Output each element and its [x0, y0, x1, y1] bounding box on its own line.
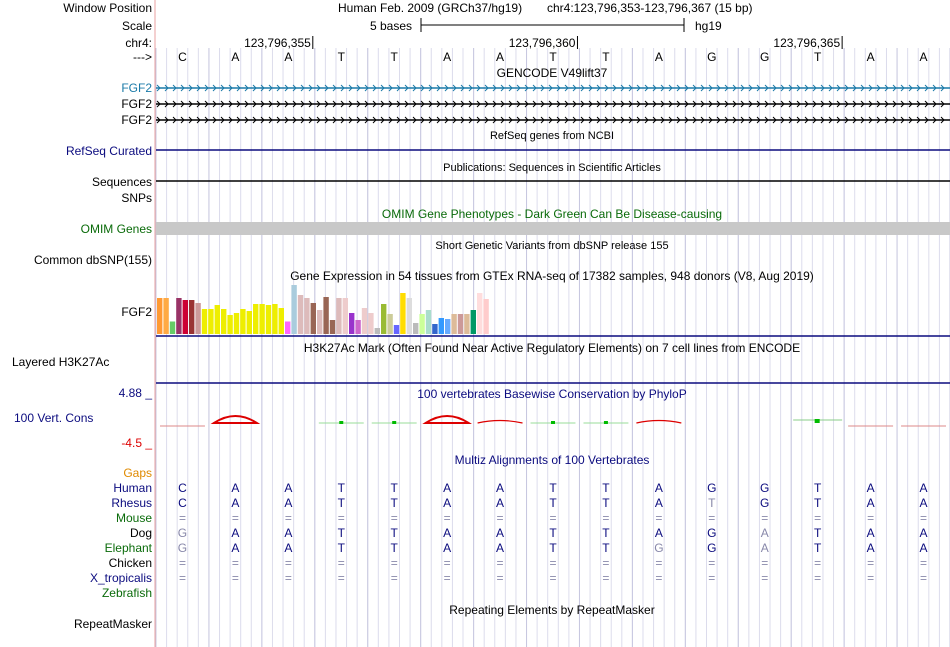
- gencode-track[interactable]: [121, 81, 950, 127]
- coordinate-tick-label: 123,796,365: [773, 36, 841, 50]
- omim-track-label[interactable]: OMIM Genes: [80, 222, 152, 236]
- alignment-base: =: [867, 556, 875, 570]
- alignment-base: G: [707, 541, 717, 555]
- alignment-base: T: [602, 496, 610, 510]
- repeatmasker-track-label[interactable]: RepeatMasker: [73, 617, 152, 631]
- gtex-tissue-bar[interactable]: [407, 298, 412, 334]
- alignment-base: A: [919, 496, 928, 510]
- alignment-base: A: [866, 541, 875, 555]
- alignment-base: G: [177, 541, 188, 555]
- gtex-tissue-bar[interactable]: [317, 310, 322, 334]
- alignment-base: T: [813, 481, 822, 495]
- alignment-base: =: [920, 556, 928, 570]
- dbsnp-track-label[interactable]: Common dbSNP(155): [33, 253, 152, 267]
- gencode-gene-label[interactable]: FGF2: [121, 81, 152, 95]
- gtex-tissue-bar[interactable]: [240, 309, 245, 334]
- position-readout[interactable]: chr4:123,796,353-123,796,367 (15 bp): [547, 1, 753, 15]
- gtex-tissue-bar[interactable]: [259, 304, 264, 334]
- alignment-base: T: [549, 541, 557, 555]
- alignment-base: T: [390, 541, 398, 555]
- base-letter: A: [919, 50, 928, 64]
- assembly-label: Human Feb. 2009 (GRCh37/hg19): [338, 1, 523, 15]
- gtex-tissue-bar[interactable]: [285, 322, 290, 335]
- gtex-tissue-bar[interactable]: [272, 304, 277, 334]
- chrom-label: chr4:: [125, 36, 152, 50]
- gtex-tissue-bar[interactable]: [394, 325, 399, 334]
- alignment-base: T: [337, 541, 345, 555]
- alignment-base: G: [177, 526, 188, 540]
- alignment-base: =: [814, 511, 822, 525]
- alignment-base: =: [496, 511, 504, 525]
- phylop-score-mark: [426, 416, 469, 423]
- gtex-tissue-bar[interactable]: [477, 293, 482, 334]
- base-letter: G: [707, 50, 717, 64]
- alignment-base: A: [284, 526, 293, 540]
- alignment-base: =: [284, 571, 292, 585]
- gtex-tissue-bar[interactable]: [234, 313, 239, 334]
- alignment-base: A: [443, 496, 452, 510]
- gtex-tissue-bar[interactable]: [304, 298, 309, 334]
- base-letter: A: [496, 50, 505, 64]
- gtex-tissue-bar[interactable]: [375, 328, 380, 334]
- alignment-base: T: [390, 481, 398, 495]
- gtex-tissue-bar[interactable]: [483, 299, 488, 334]
- multiz-track-title: Multiz Alignments of 100 Vertebrates: [454, 453, 650, 467]
- base-letter: C: [178, 50, 187, 64]
- gtex-tissue-bar[interactable]: [451, 314, 456, 334]
- alignment-base: G: [707, 526, 717, 540]
- alignment-base: A: [443, 481, 452, 495]
- gtex-tissue-bar[interactable]: [362, 308, 367, 334]
- alignment-base: =: [390, 556, 398, 570]
- phylop-track-title: 100 vertebrates Basewise Conservation by PhyloP: [417, 387, 687, 401]
- omim-track-title: OMIM Gene Phenotypes - Dark Green Can Be Disease-causing: [381, 207, 723, 221]
- gtex-track-label[interactable]: FGF2: [121, 305, 152, 319]
- alignment-base: A: [760, 541, 769, 555]
- gtex-tissue-bar[interactable]: [298, 295, 303, 334]
- scale-bar: [421, 18, 684, 32]
- alignment-base: =: [602, 556, 610, 570]
- alignment-base: =: [920, 511, 928, 525]
- gtex-tissue-bar[interactable]: [330, 320, 335, 334]
- coordinate-tick-label: 123,796,360: [508, 36, 576, 50]
- gtex-tissue-bar[interactable]: [445, 319, 450, 334]
- base-letter: T: [602, 50, 610, 64]
- alignment-base: =: [496, 556, 504, 570]
- alignment-base: T: [813, 496, 822, 510]
- gtex-tissue-bar[interactable]: [381, 304, 386, 334]
- alignment-base: =: [655, 511, 663, 525]
- alignment-base: =: [496, 571, 504, 585]
- alignment-base: T: [602, 481, 610, 495]
- alignment-base: A: [654, 481, 663, 495]
- gtex-tissue-bar[interactable]: [419, 314, 424, 334]
- alignment-base: =: [708, 511, 716, 525]
- strand-label: --->: [133, 50, 152, 64]
- gencode-gene-label[interactable]: FGF2: [121, 113, 152, 127]
- alignment-base: =: [443, 511, 451, 525]
- alignment-base: =: [655, 571, 663, 585]
- alignment-base: =: [920, 571, 928, 585]
- alignment-base: =: [867, 511, 875, 525]
- alignment-base: T: [549, 481, 557, 495]
- alignment-base: T: [602, 541, 610, 555]
- base-letter: A: [284, 50, 293, 64]
- alignment-base: =: [708, 556, 716, 570]
- gtex-tissue-bar[interactable]: [336, 298, 341, 334]
- gtex-tissue-bar[interactable]: [471, 310, 476, 334]
- gtex-tissue-bar[interactable]: [170, 322, 175, 335]
- alignment-base: T: [390, 496, 398, 510]
- base-letter: A: [231, 50, 240, 64]
- alignment-base: A: [919, 541, 928, 555]
- species-label[interactable]: Chicken: [108, 556, 152, 570]
- species-label[interactable]: Dog: [129, 526, 152, 540]
- refseq-track-title: RefSeq genes from NCBI: [489, 130, 615, 142]
- gtex-tissue-bar[interactable]: [157, 298, 162, 334]
- alignment-base: T: [549, 496, 557, 510]
- alignment-base: G: [760, 481, 770, 495]
- alignment-base: A: [919, 481, 928, 495]
- alignment-base: A: [496, 481, 505, 495]
- base-letter: A: [443, 50, 452, 64]
- alignment-base: =: [708, 571, 716, 585]
- species-label[interactable]: X_tropicalis: [89, 571, 152, 585]
- phylop-track-label[interactable]: 100 Vert. Cons: [14, 411, 94, 425]
- gencode-gene-label[interactable]: FGF2: [121, 97, 152, 111]
- alignment-base: T: [337, 481, 345, 495]
- alignment-base: =: [390, 571, 398, 585]
- alignment-base: =: [284, 556, 292, 570]
- repeatmasker-track-title: Repeating Elements by RepeatMasker: [449, 603, 655, 617]
- coordinate-ruler: [244, 36, 842, 50]
- alignment-base: =: [814, 571, 822, 585]
- omim-feature-bar[interactable]: [156, 222, 950, 235]
- alignment-base: A: [760, 526, 769, 540]
- species-label[interactable]: Human: [113, 481, 152, 495]
- phylop-score-mark: [339, 421, 343, 424]
- gtex-tissue-bar[interactable]: [221, 309, 226, 334]
- species-label[interactable]: Zebrafish: [101, 586, 152, 600]
- gtex-tissue-bar[interactable]: [279, 308, 284, 334]
- base-letter: T: [813, 50, 822, 64]
- gtex-tissue-bar[interactable]: [291, 285, 296, 334]
- gtex-bar-chart[interactable]: [157, 285, 489, 334]
- sequences-track-label[interactable]: Sequences: [91, 175, 152, 189]
- h3k27ac-track-label[interactable]: Layered H3K27Ac: [12, 355, 110, 369]
- phylop-ymin: -4.5 _: [121, 436, 152, 450]
- gtex-tissue-bar[interactable]: [189, 300, 194, 334]
- gtex-tissue-bar[interactable]: [355, 320, 360, 334]
- scale-text: 5 bases: [370, 19, 413, 33]
- gtex-tissue-bar[interactable]: [247, 311, 252, 334]
- phylop-score-mark: [214, 416, 257, 423]
- alignment-base: =: [337, 556, 345, 570]
- scale-db: hg19: [695, 19, 722, 33]
- gtex-tissue-bar[interactable]: [266, 305, 271, 334]
- alignment-base: T: [708, 496, 716, 510]
- gtex-tissue-bar[interactable]: [368, 313, 373, 334]
- species-label[interactable]: Mouse: [115, 511, 152, 525]
- gtex-tissue-bar[interactable]: [343, 298, 348, 334]
- phylop-score-mark: [551, 421, 555, 424]
- scale-label: Scale: [121, 19, 152, 33]
- base-sequence: [178, 50, 927, 64]
- gtex-tissue-bar[interactable]: [426, 310, 431, 334]
- alignment-base: A: [284, 496, 293, 510]
- base-letter: T: [390, 50, 398, 64]
- alignment-base: T: [549, 526, 557, 540]
- gtex-tissue-bar[interactable]: [323, 297, 328, 334]
- alignment-base: =: [443, 571, 451, 585]
- species-label[interactable]: Rhesus: [111, 496, 152, 510]
- gtex-tissue-bar[interactable]: [349, 313, 354, 334]
- gtex-tissue-bar[interactable]: [464, 314, 469, 334]
- gtex-tissue-bar[interactable]: [432, 324, 437, 334]
- gtex-tissue-bar[interactable]: [387, 314, 392, 334]
- alignment-base: G: [654, 541, 664, 555]
- alignment-base: A: [231, 481, 240, 495]
- alignment-base: A: [231, 526, 240, 540]
- phylop-score-mark: [815, 419, 820, 423]
- alignment-base: =: [761, 571, 769, 585]
- alignment-base: =: [549, 511, 557, 525]
- gtex-tissue-bar[interactable]: [176, 298, 181, 334]
- gtex-track-title: Gene Expression in 54 tissues from GTEx RNA-seq of 17382 samples, 948 donors (V8, Aug 2019): [290, 269, 814, 283]
- base-letter: G: [760, 50, 770, 64]
- base-letter: A: [866, 50, 875, 64]
- phylop-ymax: 4.88 _: [118, 386, 152, 400]
- refseq-track-label[interactable]: RefSeq Curated: [65, 144, 152, 158]
- gaps-label: Gaps: [123, 466, 152, 480]
- gtex-tissue-bar[interactable]: [400, 293, 405, 334]
- alignment-base: A: [866, 496, 875, 510]
- alignment-base: A: [231, 541, 240, 555]
- gencode-track-title: GENCODE V49lift37: [496, 66, 608, 80]
- alignment-base: =: [761, 556, 769, 570]
- alignment-base: =: [655, 556, 663, 570]
- alignment-base: =: [231, 511, 239, 525]
- base-letter: T: [337, 50, 345, 64]
- alignment-base: A: [866, 481, 875, 495]
- alignment-base: A: [866, 526, 875, 540]
- gtex-tissue-bar[interactable]: [413, 323, 418, 334]
- gtex-tissue-bar[interactable]: [202, 309, 207, 334]
- gtex-tissue-bar[interactable]: [311, 303, 316, 334]
- alignment-base: A: [919, 526, 928, 540]
- alignment-base: G: [760, 496, 770, 510]
- window-position-label: Window Position: [63, 1, 152, 15]
- alignment-base: =: [867, 571, 875, 585]
- alignment-base: A: [231, 496, 240, 510]
- alignment-base: A: [654, 526, 663, 540]
- alignment-base: =: [337, 571, 345, 585]
- alignment-base: =: [814, 556, 822, 570]
- alignment-base: =: [178, 511, 186, 525]
- alignment-base: =: [178, 571, 186, 585]
- phylop-score-mark: [604, 421, 608, 424]
- gtex-tissue-bar[interactable]: [253, 304, 258, 334]
- alignment-base: C: [178, 481, 187, 495]
- alignment-base: =: [390, 511, 398, 525]
- h3k27ac-track-title: H3K27Ac Mark (Often Found Near Active Regulatory Elements) on 7 cell lines from ENCODE: [303, 341, 801, 355]
- gtex-tissue-bar[interactable]: [208, 309, 213, 334]
- gtex-tissue-bar[interactable]: [215, 305, 220, 334]
- alignment-base: A: [496, 526, 505, 540]
- alignment-base: T: [337, 496, 345, 510]
- coordinate-tick-label: 123,796,355: [244, 36, 311, 50]
- alignment-base: =: [549, 556, 557, 570]
- gtex-tissue-bar[interactable]: [183, 300, 188, 334]
- alignment-base: =: [178, 556, 186, 570]
- alignment-base: T: [337, 526, 345, 540]
- alignment-base: T: [813, 526, 822, 540]
- gtex-tissue-bar[interactable]: [439, 318, 444, 334]
- alignment-base: A: [496, 541, 505, 555]
- alignment-base: A: [654, 496, 663, 510]
- dbsnp-track-title: Short Genetic Variants from dbSNP release 155: [435, 240, 669, 252]
- publications-track-title: Publications: Sequences in Scientific Articles: [443, 162, 661, 174]
- alignment-base: =: [231, 556, 239, 570]
- alignment-base: T: [602, 526, 610, 540]
- gtex-tissue-bar[interactable]: [195, 303, 200, 334]
- gtex-tissue-bar[interactable]: [163, 298, 168, 334]
- alignment-base: C: [178, 496, 187, 510]
- alignment-base: =: [337, 511, 345, 525]
- alignment-base: =: [231, 571, 239, 585]
- alignment-base: T: [813, 541, 822, 555]
- species-label[interactable]: Elephant: [104, 541, 152, 555]
- alignment-base: =: [761, 511, 769, 525]
- alignment-base: =: [443, 556, 451, 570]
- base-letter: T: [549, 50, 557, 64]
- alignment-base: A: [443, 526, 452, 540]
- alignment-base: A: [496, 496, 505, 510]
- alignment-base: =: [602, 511, 610, 525]
- phylop-score-mark: [392, 421, 396, 424]
- base-letter: A: [654, 50, 663, 64]
- alignment-base: =: [284, 511, 292, 525]
- alignment-base: G: [707, 481, 717, 495]
- gtex-tissue-bar[interactable]: [227, 315, 232, 334]
- phylop-wiggle[interactable]: [160, 416, 946, 426]
- gtex-tissue-bar[interactable]: [458, 314, 463, 334]
- alignment-base: T: [390, 526, 398, 540]
- alignment-base: =: [549, 571, 557, 585]
- snps-track-label[interactable]: SNPs: [121, 191, 152, 205]
- alignment-base: =: [602, 571, 610, 585]
- alignment-base: A: [284, 481, 293, 495]
- alignment-base: A: [284, 541, 293, 555]
- alignment-base: A: [443, 541, 452, 555]
